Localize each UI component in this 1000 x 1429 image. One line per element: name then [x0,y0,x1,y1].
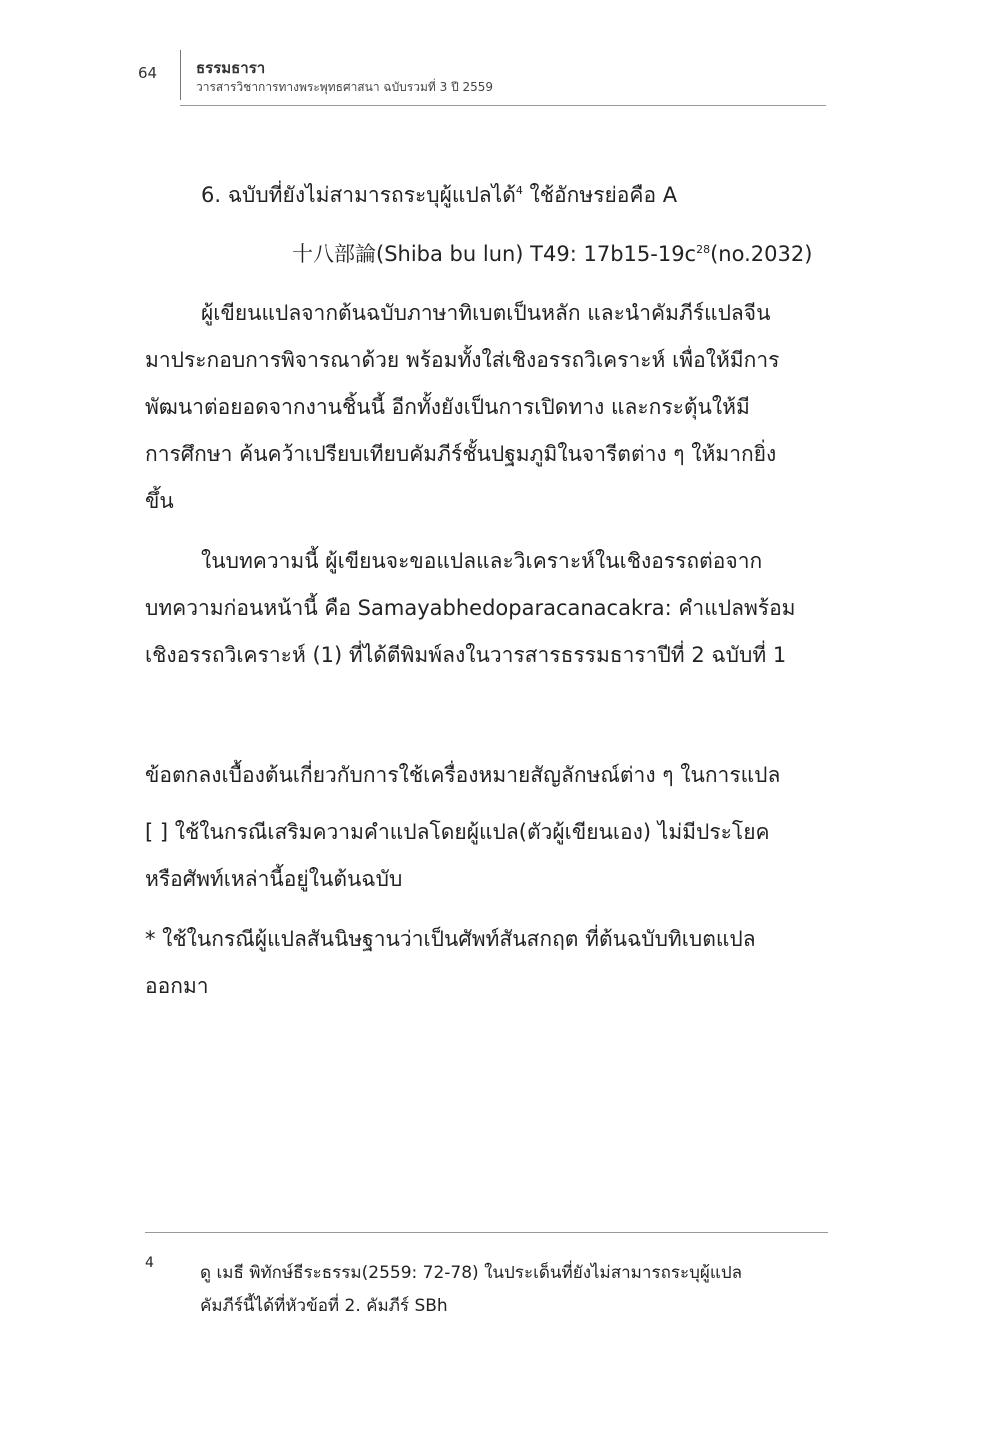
section-6-citation [292,231,812,278]
citation-text: 十八部論(Shiba bu lun) T49: 17b15-19c [292,242,697,266]
footnote-line: คัมภีร์นี้ได้ที่หัวข้อที่ 2. คัมภีร์ SBh [200,1296,448,1316]
footnote-number: 4 [145,1255,154,1271]
header-horizontal-divider [180,105,826,106]
paragraph-1-line: มาประกอบการพิจารณาด้วย พร้อมทั้งใส่เชิงอรรถวิเคราะห์ เพื่อให้มีการ [145,348,780,372]
asterisk-note-line: * ใช้ในกรณีผู้แปลสันนิษฐานว่าเป็นศัพท์สันสกฤต ที่ต้นฉบับทิเบตแปล [145,927,756,951]
paragraph-1-line: พัฒนาต่อยอดจากงานชิ้นนี้ อีกทั้งยังเป็นการเปิดทาง และกระตุ้นให้มี [145,395,750,419]
bracket-note-line: [ ] ใช้ในกรณีเสริมความคำแปลโดยผู้แปล(ตัวผู้เขียนเอง) ไม่มีประโยค [145,820,770,844]
section-6-heading-text: 6. ฉบับที่ยังไม่สามารถระบุผู้แปลได้ [201,183,516,207]
section-6-heading [201,172,677,219]
journal-subtitle: วารสารวิชาการทางพระพุทธศาสนา ฉบับรวมที่ 3 ปี 2559 [196,80,494,94]
footnote-divider [145,1232,828,1233]
citation-tail: (no.2032) [710,242,813,266]
conventions-heading: ข้อตกลงเบื้องต้นเกี่ยวกับการใช้เครื่องหมายสัญลักษณ์ต่าง ๆ ในการแปล [145,763,781,787]
page-header [0,0,1000,108]
paragraph-1-line: การศึกษา ค้นคว้าเปรียบเทียบคัมภีร์ชั้นปฐมภูมิในจารีตต่าง ๆ ให้มากยิ่ง [145,442,777,466]
citation-superscript: 28 [696,243,711,256]
header-vertical-divider [180,50,181,100]
paragraph-2-line: ในบทความนี้ ผู้เขียนจะขอแปลและวิเคราะห์ในเชิงอรรถต่อจาก [201,549,763,573]
section-6-heading-tail: ใช้อักษรย่อคือ A [522,183,678,207]
bracket-note-line: หรือศัพท์เหล่านี้อยู่ในต้นฉบับ [145,867,403,891]
paragraph-2-line: บทความก่อนหน้านี้ คือ Samayabhedoparacanacakra: คำแปลพร้อม [145,596,796,620]
paragraph-2-line: เชิงอรรถวิเคราะห์ (1) ที่ได้ตีพิมพ์ลงในวารสารธรรมธาราปีที่ 2 ฉบับที่ 1 [145,643,787,667]
footnote-line: ดู เมธี พิทักษ์ธีระธรรม(2559: 72-78) ในประเด็นที่ยังไม่สามารถระบุผู้แปล [200,1263,743,1283]
paragraph-1-line: ขึ้น [145,489,174,513]
journal-title: ธรรมธารา [196,59,266,77]
asterisk-note-line: ออกมา [145,974,209,998]
footnote-ref-4[interactable]: 4 [515,184,523,197]
page-number: 64 [138,64,158,82]
paragraph-1-line: ผู้เขียนแปลจากต้นฉบับภาษาทิเบตเป็นหลัก และนำคัมภีร์แปลจีน [201,301,771,325]
